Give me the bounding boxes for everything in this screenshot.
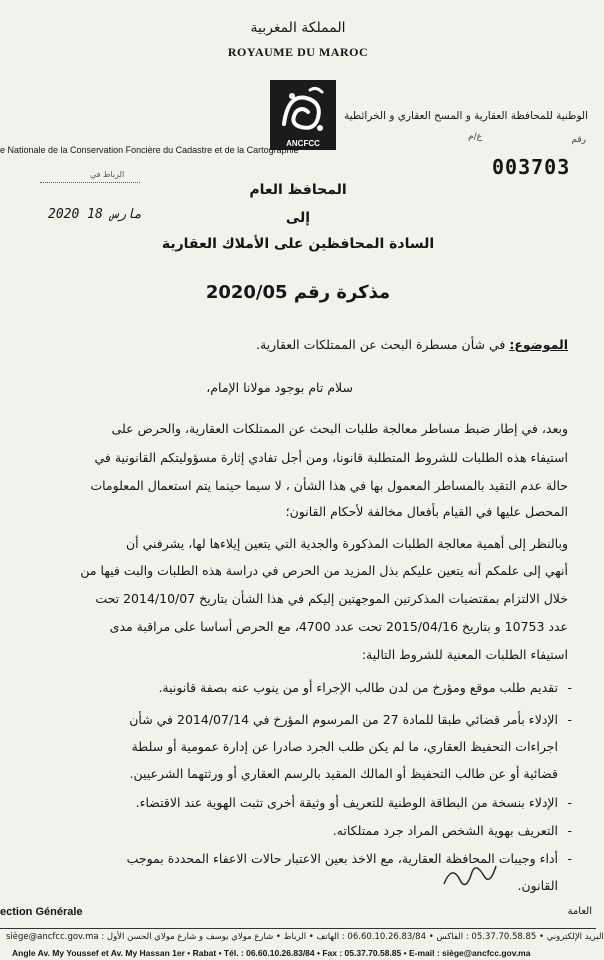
reference-label: رقم [571,135,586,145]
condition-item-continuation: اجراءات التحفيظ العقاري، ما لم يكن طلب الجرد صادرا عن إدارة عمومية أو سلطة [131,739,558,754]
paragraph2-line: أنهي إلى علمكم أنه يتعين عليكم بذل المزيد من الحرص في دراسة هذه الطلبات والبت فيها من [80,563,568,578]
ancfcc-logo [270,80,336,150]
memo-recipients: السادة المحافظين على الأملاك العقارية [161,236,435,252]
paragraph1-line: المحصل عليها في القيام بأفعال مخالفة لأحكام القانون؛ [285,504,568,519]
paragraph1-line: وبعد، في إطار ضبط مساطر معالجة طلبات البحث عن الممتلكات العقارية، والحرص على [111,421,568,436]
memo-greeting: سلام تام بوجود مولانا الإمام، [206,380,353,395]
date-stamp: 2020 مارس 18 [48,207,142,222]
paragraph2-line: وبالنظر إلى أهمية معالجة الطلبات المذكورة والجدية التي يتعين إيلاءها لها، يشرفني أن [125,536,568,551]
memo-title: مذكرة رقم 2020/05 [205,282,391,303]
footer-divider [0,928,596,929]
condition-item: - الإدلاء بنسخة من البطاقة الوطنية للتعريف أو وثيقة أخرى تثبت الهوية عند الاقتضاء. [135,795,572,810]
condition-item: - تقديم طلب موقع ومؤرخ من لدن طالب الإجراء أو من ينوب عنه بصفة قانونية. [158,680,572,695]
memo-subject [256,337,568,352]
agency-name-ar: الوطنية للمحافظة العقارية و المسح العقاري و الخرائطية [344,110,588,122]
subject-text: في شأن مسطرة البحث عن الممتلكات العقارية. [255,337,510,352]
condition-item: - أداء وجيبات المحافظة العقارية، مع الاخذ بعين الاعتبار حالات الاعفاء المحددة بموجب [126,851,572,866]
reference-number: 003703 [492,155,571,179]
kingdom-title-ar: المملكة المغربية [250,20,346,36]
subject-label: الموضوع: [509,337,568,352]
section-label-fr: ection Générale [0,906,83,918]
kingdom-title-fr: ROYAUME DU MAROC [227,45,369,59]
paragraph2-line: عدد 10753 و بتاريخ 2015/04/16 تحت عدد 4700، مع الحرص أساسا على مراقبة مدى [109,619,568,634]
logo-caption: ANCFCC [286,139,320,148]
rabat-date-label: الرباط في [90,170,125,179]
condition-item: - الإدلاء بأمر قضائي طبقا للمادة 27 من المرسوم المؤرخ في 2014/07/14 في شأن [129,712,572,727]
reference-label-secondary: ع/م [468,132,482,142]
memo-to-word: إلى [285,210,311,226]
condition-item: - التعريف بهوية الشخص المراد جرد ممتلكاته. [332,823,572,838]
paragraph1-line: استيفاء هذه الطلبات للشروط المتطلبة قانونا، ومن أجل تفادي إثارة مسؤوليتكم القانونية في [94,450,568,465]
signature-mark [440,858,500,894]
paragraph1-line: حالة عدم التقيد بالمساطر المعمول بها في هذا الشأن ، لا سيما حينما يتم استعمال المعلومات [90,478,568,493]
condition-item-continuation: قضائية أو عن طالب التحفيظ أو المالك المقيد بالرسم العقاري أو ورثتهما الشرعيين. [129,766,558,781]
paragraph2-line: استيفاء الطلبات المعنية للشروط التالية: [361,647,568,662]
footer-address-fr: Angle Av. My Youssef et Av. My Hassan 1er • Rabat • Tél. : 06.60.10.26.83/84 • Fax : 05.37.70.58.85 • E-mail : siège@ancfcc.gov.ma [12,948,531,958]
footer-address-ar: siège@ancfcc.gov.ma : البريد الإلكتروني • 05.37.70.58.85 : الفاكس • 06.60.10.26.83/84 : الهاتف • الرباط • شارع مولاي يوسف و شارع مولاي الحسن الأول [6,932,604,942]
section-label-ar: العامة [567,906,592,917]
agency-name-fr: e Nationale de la Conservation Foncière du Cadastre et de la Cartographie [0,145,299,155]
paragraph2-line: خلال الالتزام بمقتضيات المذكرتين الموجهتين إليكم في هذا الشأن بتاريخ 2014/10/07 تحت [95,591,568,606]
condition-item-continuation: القانون. [517,878,558,893]
memo-from: المحافظ العام [249,182,347,198]
